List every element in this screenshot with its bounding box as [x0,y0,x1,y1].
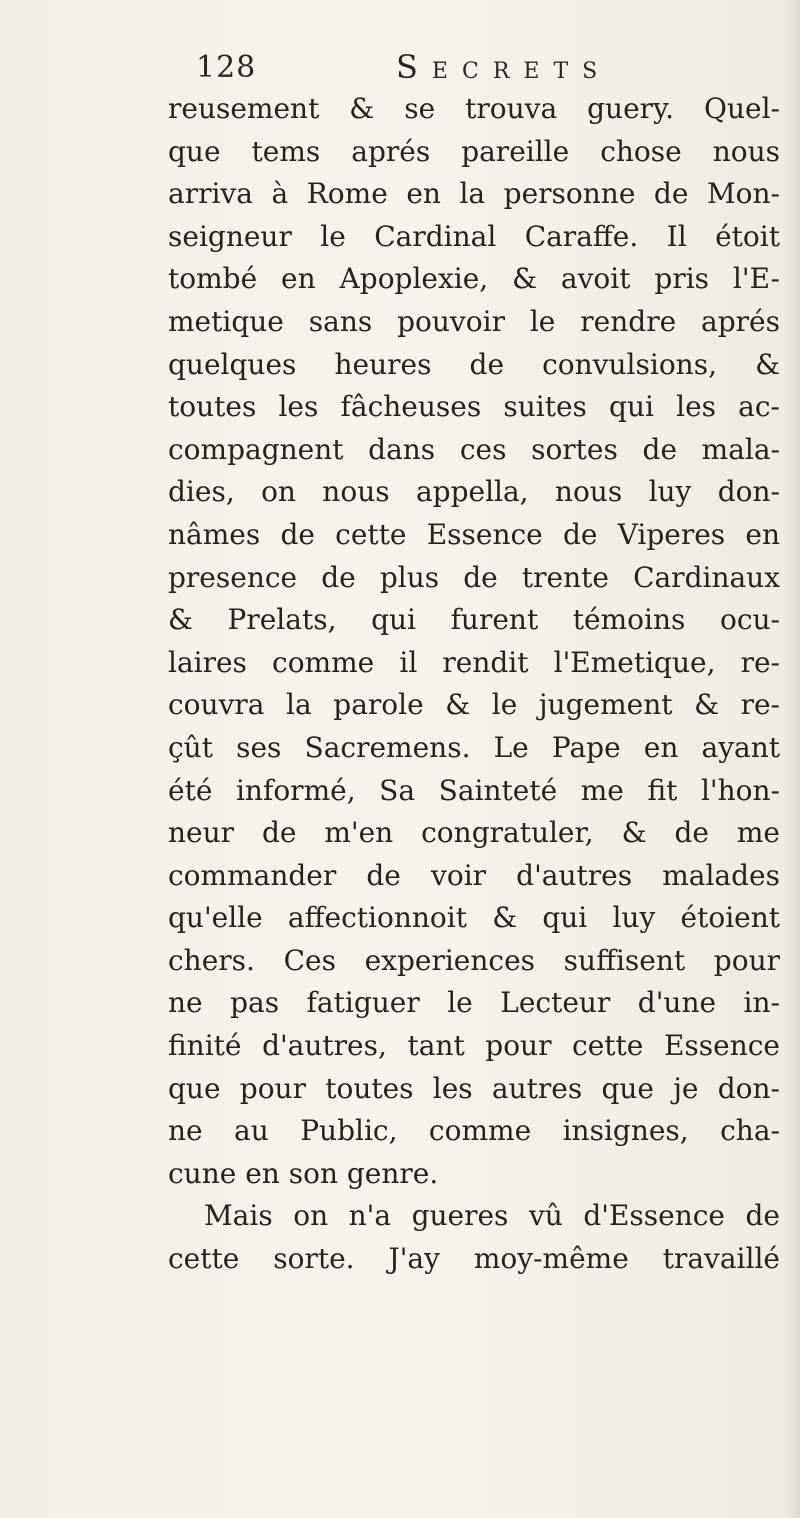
text-line: seigneur le Cardinal Caraffe. Il étoit [168,219,780,253]
text-line: & Prelats, qui furent témoins ocu- [168,603,780,637]
text-line: que pour toutes les autres que je don- [168,1071,780,1105]
text-line: couvra la parole & le jugement & re- [168,688,780,722]
text-line: toutes les fâcheuses suites qui les ac- [168,390,780,424]
text-line: tombé en Apoplexie, & avoit pris l'E- [168,262,780,296]
text-line: commander de voir d'autres malades [168,858,780,892]
text-line: dies, on nous appella, nous luy don- [168,475,780,509]
page-edge-shadow [786,0,800,1518]
page-header [196,48,636,92]
page-number: 128 [196,50,257,85]
text-line: ne pas fatiguer le Lecteur d'une in- [168,986,780,1020]
text-line: laires comme il rendit l'Emetique, re- [168,645,780,679]
text-line: qu'elle affectionnoit & qui luy étoient [168,901,780,935]
text-line: quelques heures de convulsions, & [168,347,780,381]
body-text [168,88,780,1281]
text-line: ne au Public, comme insignes, cha- [168,1114,780,1148]
text-line: arriva à Rome en la personne de Mon- [168,177,780,211]
text-line: que tems aprés pareille chose nous [168,134,780,168]
text-line: chers. Ces experiences suffisent pour [168,943,780,977]
paragraph-start-line: Mais on n'a gueres vû d'Essence de [204,1199,780,1233]
text-line: cette sorte. J'ay moy-même travaillé [168,1242,780,1276]
text-line: compagnent dans ces sortes de mala- [168,432,780,466]
text-line: été informé, Sa Sainteté me fit l'hon- [168,773,780,807]
text-line: çût ses Sacremens. Le Pape en ayant [168,730,780,764]
text-line: metique sans pouvoir le rendre aprés [168,304,780,338]
text-line: reusement & se trouva guery. Quel- [168,92,780,125]
text-line: presence de plus de trente Cardinaux [168,560,780,594]
text-line: finité d'autres, tant pour cette Essence [168,1029,780,1063]
running-title: Secrets [396,48,612,86]
text-line: neur de m'en congratuler, & de me [168,816,780,850]
paragraph-end-line: cune en son genre. [168,1156,439,1190]
text-line: nâmes de cette Essence de Viperes en [168,517,780,551]
